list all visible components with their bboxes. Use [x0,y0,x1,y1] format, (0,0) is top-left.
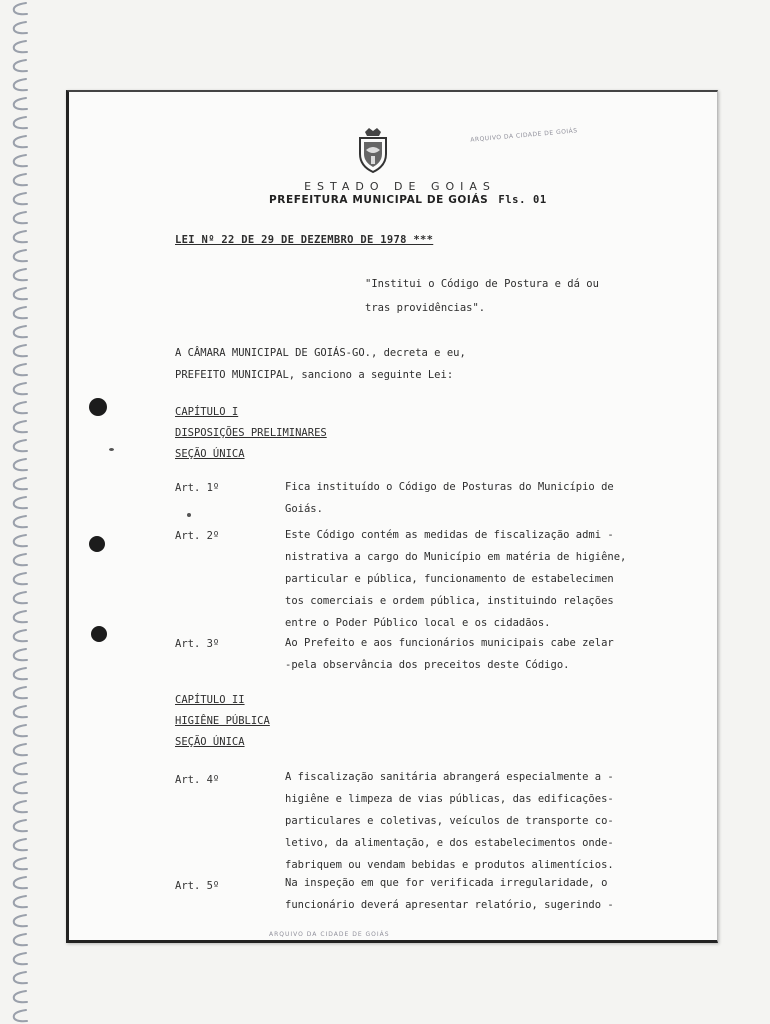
spiral-coil [14,136,27,147]
spiral-coil [14,98,27,109]
article-text [285,872,675,916]
spiral-coil [14,231,27,242]
spiral-coil [14,611,27,622]
law-ementa [365,272,599,320]
punch-hole [89,398,107,416]
spiral-coil [14,79,27,90]
law-title: LEI Nº 22 DE 29 DE DEZEMBRO DE 1978 *** [175,234,434,246]
article-line: tos comerciais e ordem pública, instituindo relações [285,595,614,607]
article-line: -pela observância dos preceitos deste Código. [285,659,570,671]
prefeitura-name: PREFEITURA MUNICIPAL DE GOIÁS [269,194,489,206]
spiral-coil [14,630,27,641]
article-line: Ao Prefeito e aos funcionários municipais cabe zelar [285,637,614,649]
spiral-coil [14,497,27,508]
spiral-coil [14,953,27,964]
spiral-coil [14,212,27,223]
section-title: SEÇÃO ÚNICA [175,448,245,460]
spiral-coil [14,972,27,983]
spiral-coil [14,668,27,679]
ementa-line: "Institui o Código de Postura e dá ou [365,278,599,290]
ink-speck [187,513,191,517]
ementa-line: tras providências". [365,302,486,314]
spiral-coil [14,516,27,527]
prefeitura-heading [269,194,547,206]
spiral-coil [14,592,27,603]
spiral-binding-icon [0,0,40,1024]
spiral-coil [14,459,27,470]
spiral-coil [14,117,27,128]
spiral-coil [14,839,27,850]
article-label: Art. 1º [175,482,220,494]
enactment-line: A CÂMARA MUNICIPAL DE GOIÁS-GO., decreta e eu, [175,347,466,359]
spiral-coil [14,744,27,755]
article-label: Art. 3º [175,638,220,650]
article-label: Art. 2º [175,530,220,542]
section-title: SEÇÃO ÚNICA [175,736,245,748]
spiral-coil [14,421,27,432]
article-line: higiêne e limpeza de vias públicas, das edificações- [285,793,614,805]
spiral-coil [14,915,27,926]
document-page [66,90,718,943]
chapter-title: CAPÍTULO II [175,694,245,706]
enactment-line: PREFEITO MUNICIPAL, sanciono a seguinte Lei: [175,369,454,381]
spiral-coil [14,326,27,337]
spiral-coil [14,174,27,185]
spiral-coil [14,440,27,451]
article-text [285,524,675,634]
spiral-coil [14,345,27,356]
spiral-coil [14,820,27,831]
spiral-coil [14,383,27,394]
article-text [285,766,675,876]
spiral-coil [14,1010,27,1021]
article-line: particulares e coletivas, veículos de transporte co- [285,815,614,827]
archive-stamp-top [439,125,609,148]
spiral-coil [14,269,27,280]
article-line: A fiscalização sanitária abrangerá especialmente a - [285,771,614,783]
spiral-coil [14,307,27,318]
spiral-coil [14,801,27,812]
spiral-coil [14,934,27,945]
spiral-coil [14,725,27,736]
spiral-coil [14,573,27,584]
chapter-1-heading [175,402,327,465]
spiral-coil [14,364,27,375]
punch-hole [89,536,105,552]
spiral-coil [14,706,27,717]
article-line: Na inspeção em que for verificada irregularidade, o [285,877,608,889]
coat-of-arms-icon [355,126,391,174]
spiral-coil [14,193,27,204]
spiral-coil [14,554,27,565]
spiral-coil [14,896,27,907]
spiral-coil [14,22,27,33]
spiral-coil [14,991,27,1002]
article-label: Art. 4º [175,774,220,786]
spiral-coil [14,402,27,413]
chapter-2-heading [175,690,270,753]
ink-speck [109,448,114,451]
enactment-clause [175,342,466,386]
article-line: nistrativa a cargo do Município em matéria de higiêne, [285,551,627,563]
spiral-coil [14,155,27,166]
article-line: funcionário deverá apresentar relatório, sugerindo - [285,899,614,911]
spiral-coil [14,649,27,660]
archive-stamp-bottom: ARQUIVO DA CIDADE DE GOIÁS [269,931,390,938]
spiral-coil [14,60,27,71]
spiral-coil [14,858,27,869]
spiral-coil [14,782,27,793]
spiral-coil [14,250,27,261]
article-line: Goiás. [285,503,323,515]
article-text [285,632,675,676]
spiral-coil [14,288,27,299]
stamp-text: ARQUIVO DA CIDADE DE GOIÁS [470,127,578,144]
spiral-binding [0,0,40,1024]
chapter-subtitle: DISPOSIÇÕES PRELIMINARES [175,427,327,439]
state-name: ESTADO DE GOIAS [304,180,496,193]
spiral-coil [14,687,27,698]
article-line: Fica instituído o Código de Posturas do Município de [285,481,614,493]
chapter-title: CAPÍTULO I [175,406,239,418]
chapter-subtitle: HIGIÊNE PÚBLICA [175,715,270,727]
spiral-coil [14,3,27,14]
spiral-coil [14,535,27,546]
article-line: entre o Poder Público local e os cidadãos. [285,617,551,629]
article-line: letivo, da alimentação, e dos estabelecimentos onde- [285,837,614,849]
spiral-coil [14,41,27,52]
spiral-coil [14,478,27,489]
article-line: particular e pública, funcionamento de estabelecimen [285,573,614,585]
punch-hole [91,626,107,642]
spiral-coil [14,763,27,774]
article-line: Este Código contém as medidas de fiscalização admi - [285,529,614,541]
folio-number: Fls. 01 [498,194,547,206]
article-line: fabriquem ou vendam bebidas e produtos alimentícios. [285,859,614,871]
article-label: Art. 5º [175,880,220,892]
article-text [285,476,675,520]
spiral-coil [14,877,27,888]
